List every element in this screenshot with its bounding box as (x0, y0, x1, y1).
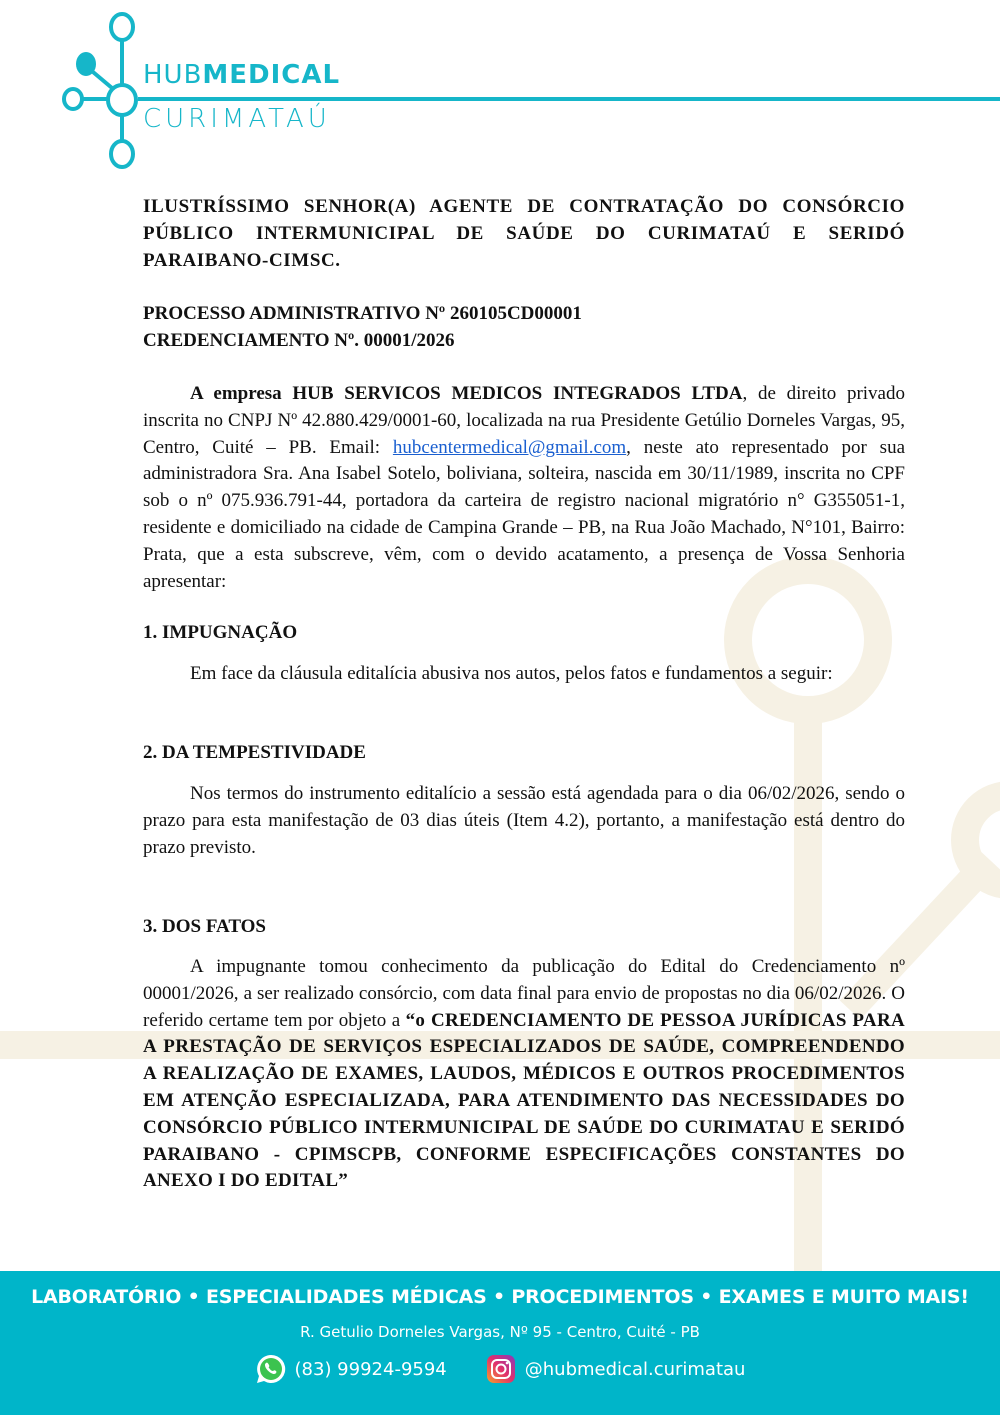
section-heading: 2. DA TEMPESTIVIDADE (143, 742, 366, 763)
section-heading: 1. IMPUGNAÇÃO (143, 622, 298, 643)
section-text (143, 954, 905, 1195)
section-text: Nos termos do instrumento editalício a sessão está agendada para o dia 06/02/2026, sendo o prazo para esta manifestação de 03 dias úteis (Item 4.2), portanto, a manifestação está dentro do prazo previsto. (143, 783, 905, 858)
footer-address: R. Getulio Dorneles Vargas, Nº 95 - Centro, Cuité - PB (300, 1323, 700, 1341)
brand-subtitle: CURIMATAÚ (143, 104, 331, 134)
molecule-logo-icon (0, 0, 1000, 180)
instagram-icon (485, 1353, 517, 1385)
whatsapp-icon (255, 1353, 287, 1385)
footer-instagram: @hubmedical.curimatau (524, 1358, 746, 1380)
intro-text-cont: , neste ato representado por sua administradora Sra. Ana Isabel Sotelo, boliviana, solteira, nascida em 30/11/1989, inscrita no CPF sob o nº 075.936.791-44, portadora da carteira de registro nacional migratório n° G355051-1, residente e domiciliado na cidade de Campina Grande – PB, na Rua João Machado, N°101, Bairro: Prata, que a esta subscreve, vêm, com o devido acatamento, a presença de Vossa Senhoria apresentar: (143, 436, 905, 592)
process-info (143, 301, 905, 355)
footer-phone: (83) 99924-9594 (294, 1358, 447, 1380)
intro-text: , de direito privado inscrita no CNPJ Nº 42.880.429/0001-60, localizada na rua Presidente Getúlio Dorneles Vargas, 95, Centro, Cuité – PB. Email: (143, 383, 905, 458)
footer-services: LABORATÓRIO • ESPECIALIDADES MÉDICAS • PROCEDIMENTOS • EXAMES E MUITO MAIS! (31, 1286, 969, 1308)
facts-text: A impugnante tomou conhecimento da publicação do Edital do Credenciamento nº 00001/2026, a ser realizado consórcio, com data final para envio de propostas no dia 06/02/2026. O referido certame tem por objeto a (143, 956, 905, 1031)
email-link[interactable]: hubcentermedical@gmail.com (392, 436, 627, 458)
object-quote: “o CREDENCIAMENTO DE PESSOA JURÍDICAS PARA A PRESTAÇÃO DE SERVIÇOS ESPECIALIZADOS DE SAÚDE, COMPREENDENDO A REALIZAÇÃO DE EXAMES, LAUDOS, MÉDICOS E OUTROS PROCEDIMENTOS EM ATENÇÃO ESPECIALIZADA, PARA ATENDIMENTO DAS NECESSIDADES DO CONSÓRCIO PÚBLICO INTERMUNICIPAL DE SAÚDE DO CURIMATAU E SERIDÓ PARAIBANO - CPIMSCPB, CONFORME ESPECIFICAÇÕES CONSTANTES DO ANEXO I DO EDITAL” (143, 1009, 905, 1192)
process-number: PROCESSO ADMINISTRATIVO Nº 260105CD00001 (143, 303, 582, 324)
accreditation-number: CREDENCIAMENTO Nº. 00001/2026 (143, 329, 455, 351)
brand-name: HUBMEDICAL (143, 60, 341, 90)
section-heading: 3. DOS FATOS (143, 916, 266, 937)
intro-paragraph (143, 381, 905, 595)
footer (0, 1271, 1000, 1415)
addressee: ILUSTRÍSSIMO SENHOR(A) AGENTE DE CONTRATAÇÃO DO CONSÓRCIO PÚBLICO INTERMUNICIPAL DE SAÚDE DO CURIMATAÚ E SERIDÓ PARAIBANO-CIMSC. (143, 196, 905, 271)
section-text: Em face da cláusula editalícia abusiva nos autos, pelos fatos e fundamentos a seguir: (190, 663, 833, 684)
company-name: A empresa HUB SERVICOS MEDICOS INTEGRADOS LTDA (190, 383, 743, 404)
header-logo (0, 0, 1000, 180)
